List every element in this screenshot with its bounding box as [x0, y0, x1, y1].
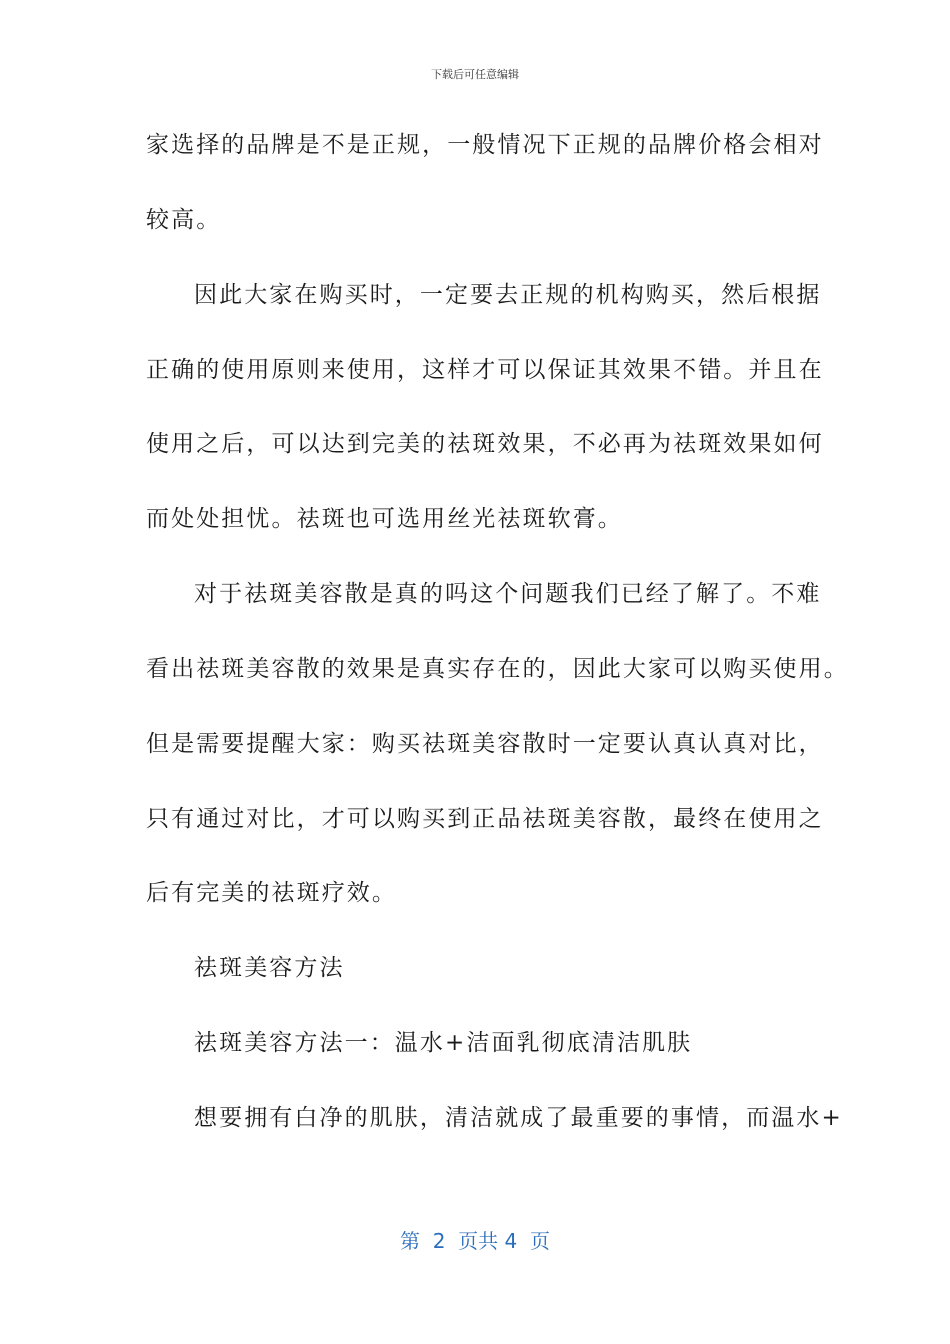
section-heading: 祛斑美容方法	[194, 955, 345, 981]
body-line-10: 只有通过对比，才可以购买到正品祛斑美容散，最终在使用之	[146, 806, 824, 832]
method-heading: 祛斑美容方法一：温水+洁面乳彻底清洁肌肤	[194, 1030, 693, 1056]
body-line-11: 后有完美的祛斑疗效。	[146, 880, 397, 906]
body-line-14: 想要拥有白净的肌肤，清洁就成了最重要的事情，而温水+	[194, 1105, 843, 1131]
body-line-9: 但是需要提醒大家：购买祛斑美容散时一定要认真认真对比，	[146, 731, 824, 757]
body-line-6: 而处处担忧。祛斑也可选用丝光祛斑软膏。	[146, 506, 623, 532]
body-line-1: 家选择的品牌是不是正规，一般情况下正规的品牌价格会相对	[146, 132, 824, 158]
page-number-footer: 第 2 页共 4 页	[400, 1229, 550, 1253]
body-line-5: 使用之后，可以达到完美的祛斑效果，不必再为祛斑效果如何	[146, 431, 824, 457]
page-header: 下载后可任意编辑	[431, 68, 519, 81]
body-line-4: 正确的使用原则来使用，这样才可以保证其效果不错。并且在	[146, 357, 824, 383]
body-line-2: 较高。	[146, 207, 222, 233]
body-line-3: 因此大家在购买时，一定要去正规的机构购买，然后根据	[194, 282, 822, 308]
body-line-8: 看出祛斑美容散的效果是真实存在的，因此大家可以购买使用。	[146, 656, 849, 682]
body-line-7: 对于祛斑美容散是真的吗这个问题我们已经了解了。不难	[194, 581, 822, 607]
